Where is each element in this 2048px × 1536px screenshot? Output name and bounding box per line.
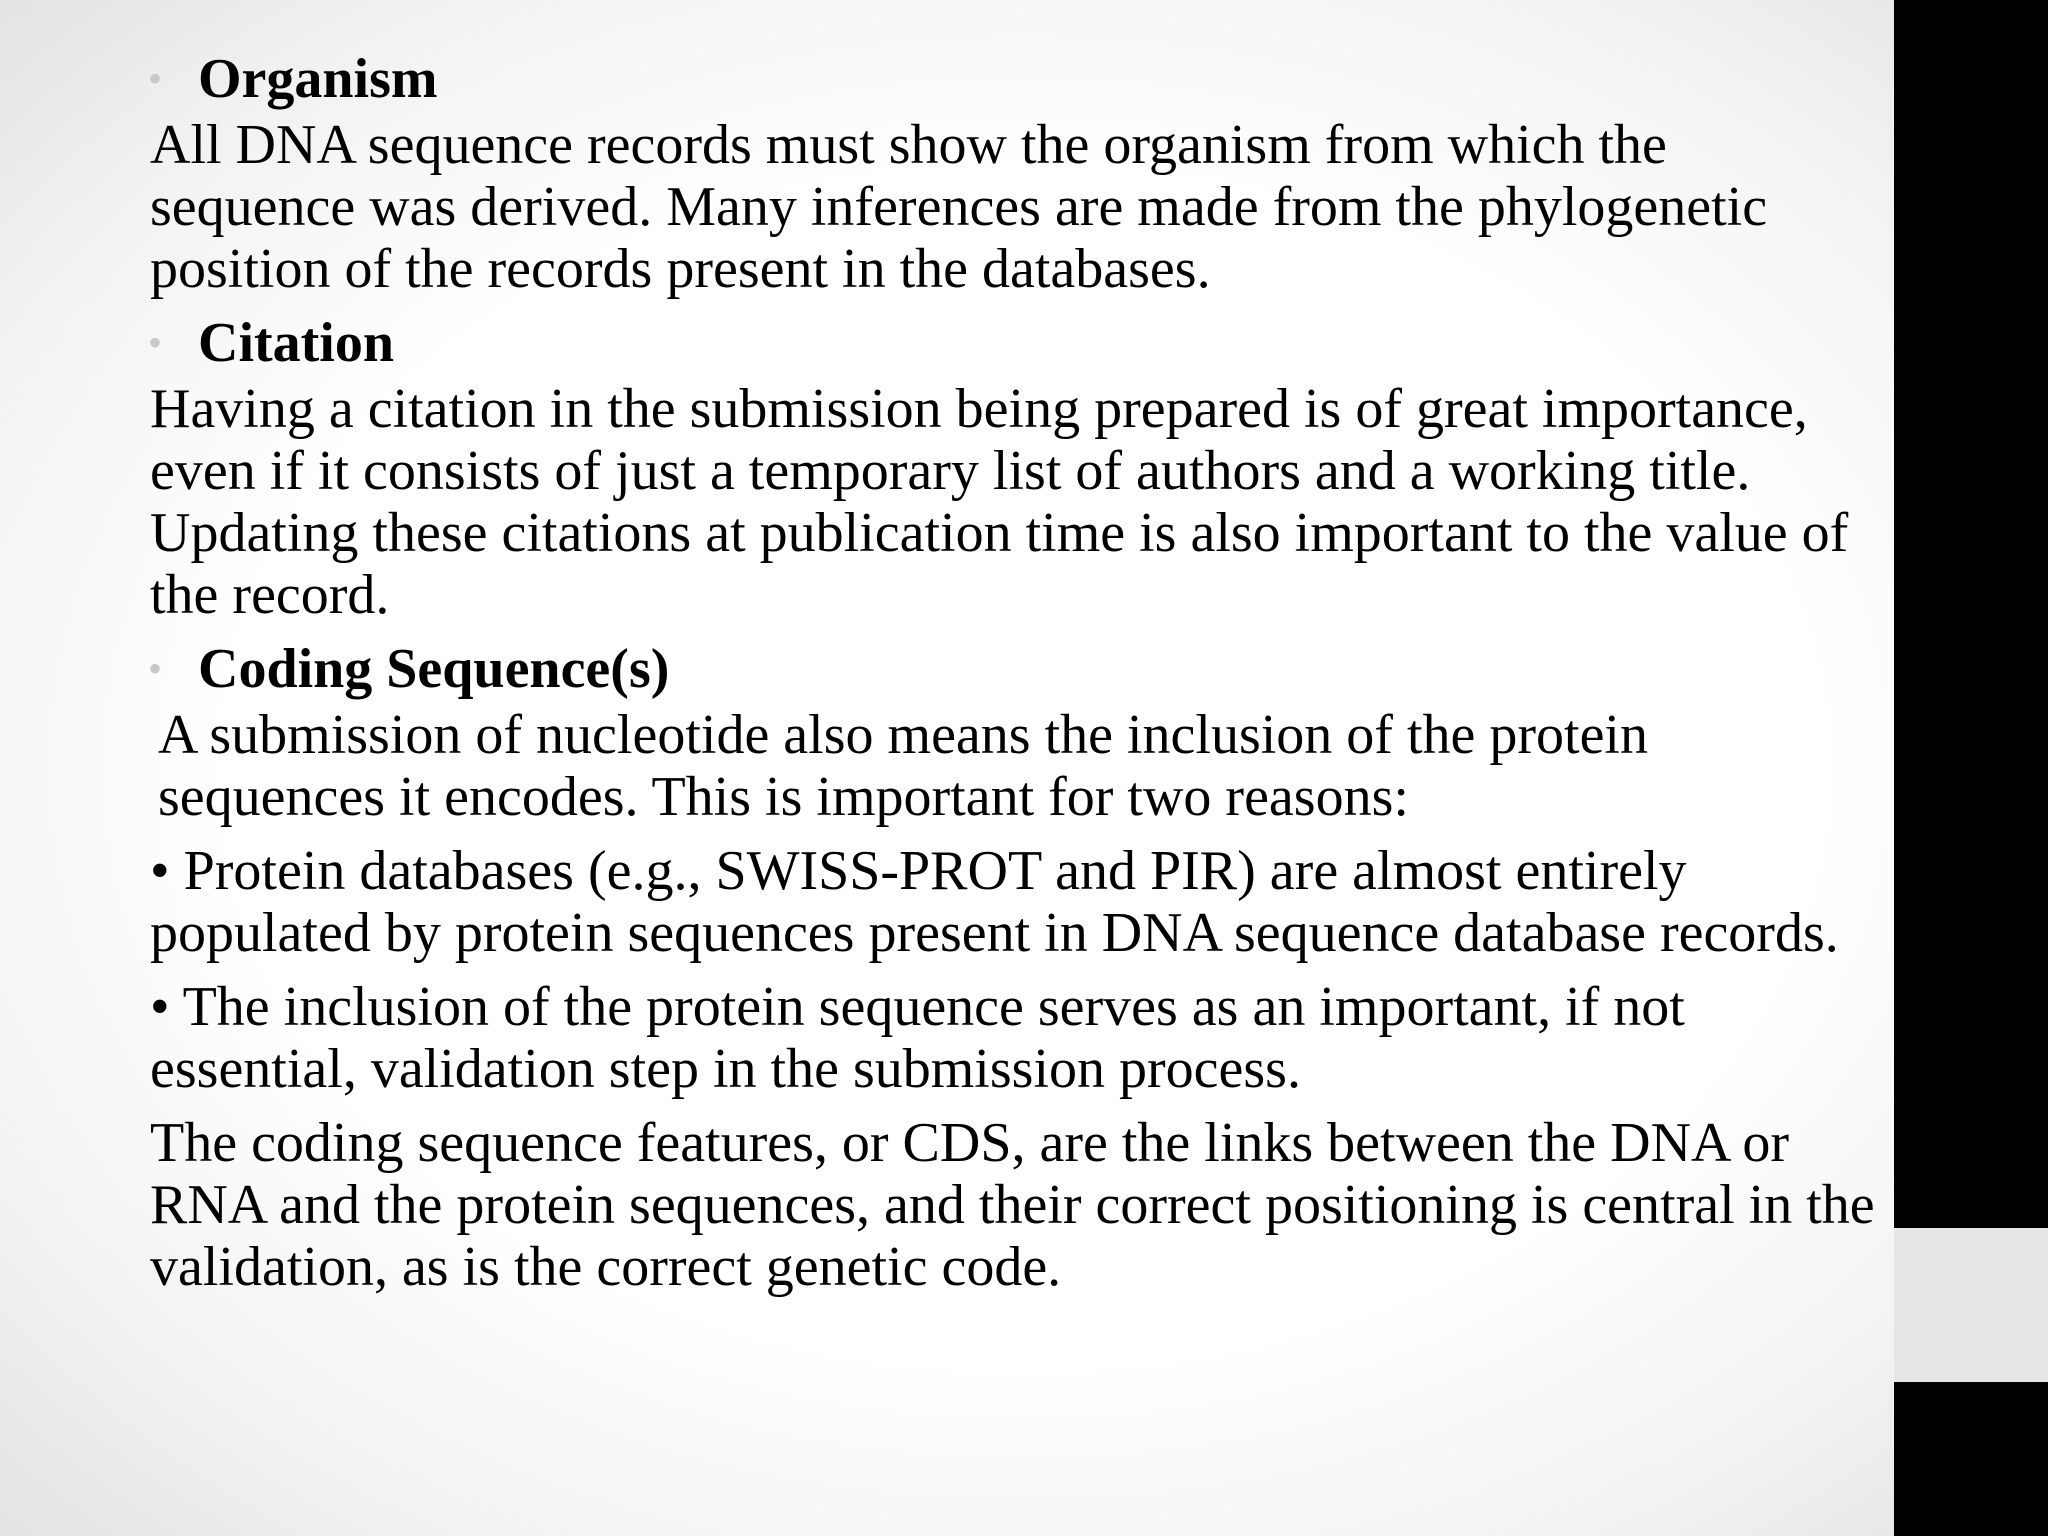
- section-heading-citation: [148, 308, 1880, 378]
- bullet-icon: •: [148, 56, 163, 101]
- side-bar-top: [1894, 0, 2048, 1228]
- side-bar-middle: [1894, 1228, 2048, 1382]
- paragraph-cds: The coding sequence features, or CDS, are the links between the DNA or RNA and the protein sequences, and their correct positioning is central in the validation, as is the correct genetic code.: [150, 1112, 1875, 1298]
- paragraph-reason-2: • The inclusion of the protein sequence serves as an important, if not essential, validation step in the submission process.: [150, 976, 1685, 1100]
- heading-text: Citation: [198, 312, 394, 374]
- bullet-icon: •: [148, 646, 163, 691]
- side-bar-bottom: [1894, 1382, 2048, 1536]
- slide-content: [150, 44, 1880, 1298]
- heading-text: Coding Sequence(s): [198, 638, 670, 700]
- section-heading-organism: [148, 44, 1880, 114]
- bullet-icon: •: [148, 320, 163, 365]
- paragraph-reason-1: • Protein databases (e.g., SWISS-PROT and PIR) are almost entirely populated by protein sequences present in DNA sequence database records.: [150, 840, 1839, 964]
- section-heading-coding-sequence: [148, 634, 1880, 704]
- paragraph-coding-intro: A submission of nucleotide also means the inclusion of the protein sequences it encodes. This is important for two reasons:: [158, 704, 1648, 828]
- heading-text: Organism: [198, 48, 438, 110]
- paragraph-citation: Having a citation in the submission being prepared is of great importance, even if it consists of just a temporary list of authors and a working title. Updating these citations at publication time is also important to the value of the record.: [150, 378, 1849, 626]
- paragraph-organism: All DNA sequence records must show the organism from which the sequence was derived. Many inferences are made from the phylogenetic position of the records present in the databases.: [150, 114, 1768, 300]
